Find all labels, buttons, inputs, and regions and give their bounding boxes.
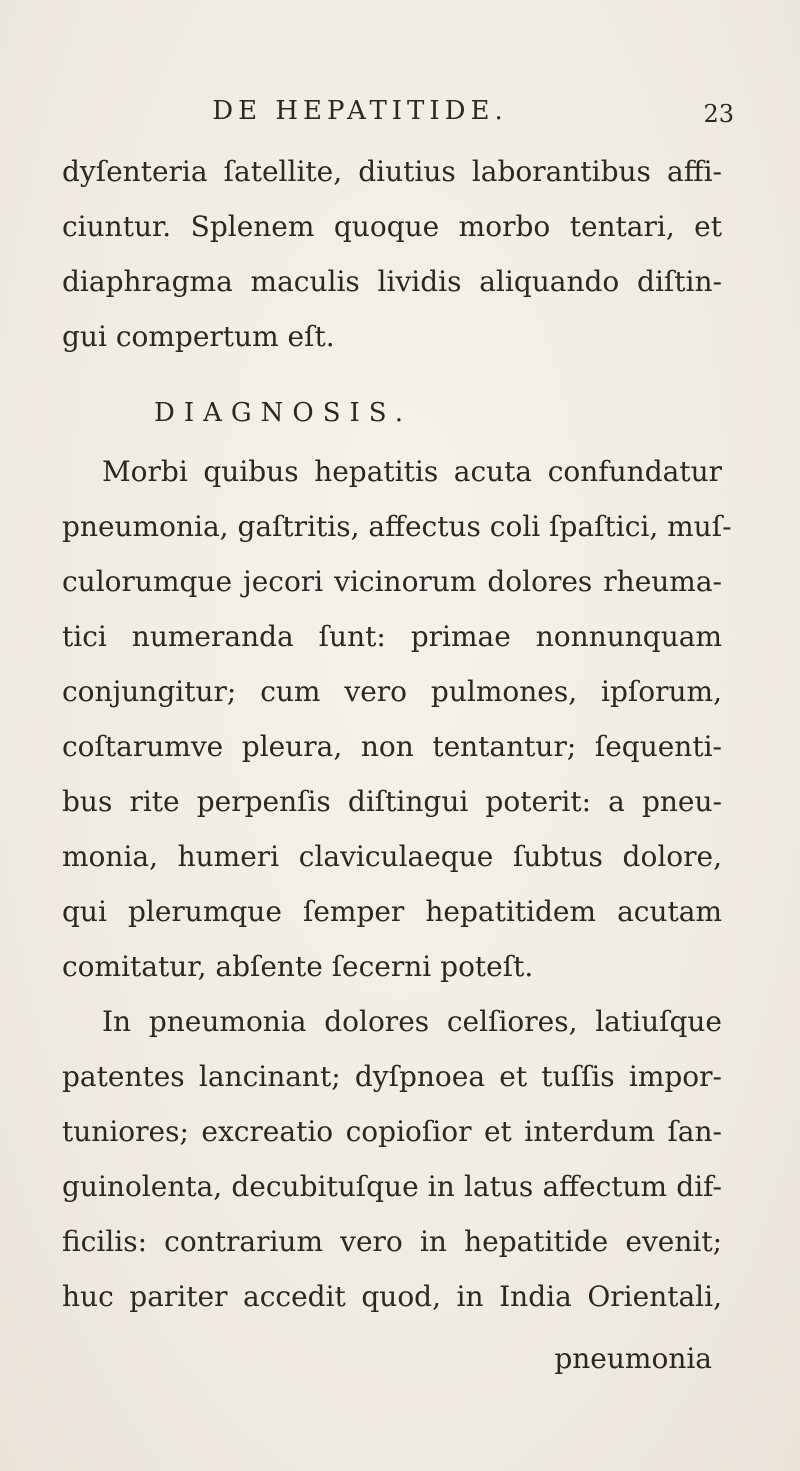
text-line: Morbi quibus hepatitis acuta confundatur [102,455,722,488]
running-title: DE HEPATITIDE. [212,96,508,126]
text-line: diaphragma maculis lividis aliquando diſtin- [62,265,722,298]
text-line: patentes lancinant; dyſpnoea et tuſſis impor- [62,1060,722,1093]
section-heading: DIAGNOSIS. [154,398,412,428]
text-line: pneumonia, gaſtritis, affectus coli ſpaſtici, muſ- [62,510,732,543]
paragraph-3 [62,994,722,1324]
text-line: bus rite perpenſis diſtingui poterit: a pneu- [62,785,722,818]
catchword: pneumonia [554,1342,712,1375]
page-number: 23 [703,100,734,128]
text-line: monia, humeri claviculaeque ſubtus dolore, [62,840,722,873]
text-line: ciuntur. Splenem quoque morbo tentari, et [62,210,722,243]
text-line: conjungitur; cum vero pulmones, ipſorum, [62,675,722,708]
text-line: qui plerumque ſemper hepatitidem acutam [62,895,722,928]
text-line: dyſenteria ſatellite, diutius laborantibus affi- [62,155,722,188]
body-text [62,144,732,1324]
text-line: culorumque jecori vicinorum dolores rheuma- [62,565,722,598]
text-line: huc pariter accedit quod, in India Orientali, [62,1280,722,1313]
text-line: gui compertum eſt. [62,320,335,353]
paragraph-2 [62,444,732,994]
text-line: In pneumonia dolores celſiores, latiuſque [102,1005,722,1038]
text-line: tici numeranda ſunt: primae nonnunquam [62,620,722,653]
text-line: tuniores; excreatio copioſior et interdum ſan- [62,1115,722,1148]
text-line: coſtarumve pleura, non tentantur; ſequenti- [62,730,722,763]
text-line: comitatur, abſente ſecerni poteſt. [62,950,534,983]
paragraph-1 [62,144,722,364]
text-line: guinolenta, decubituſque in latus affectum dif- [62,1170,722,1203]
text-line: ficilis: contrarium vero in hepatitide evenit; [62,1225,722,1258]
running-head [60,92,734,132]
